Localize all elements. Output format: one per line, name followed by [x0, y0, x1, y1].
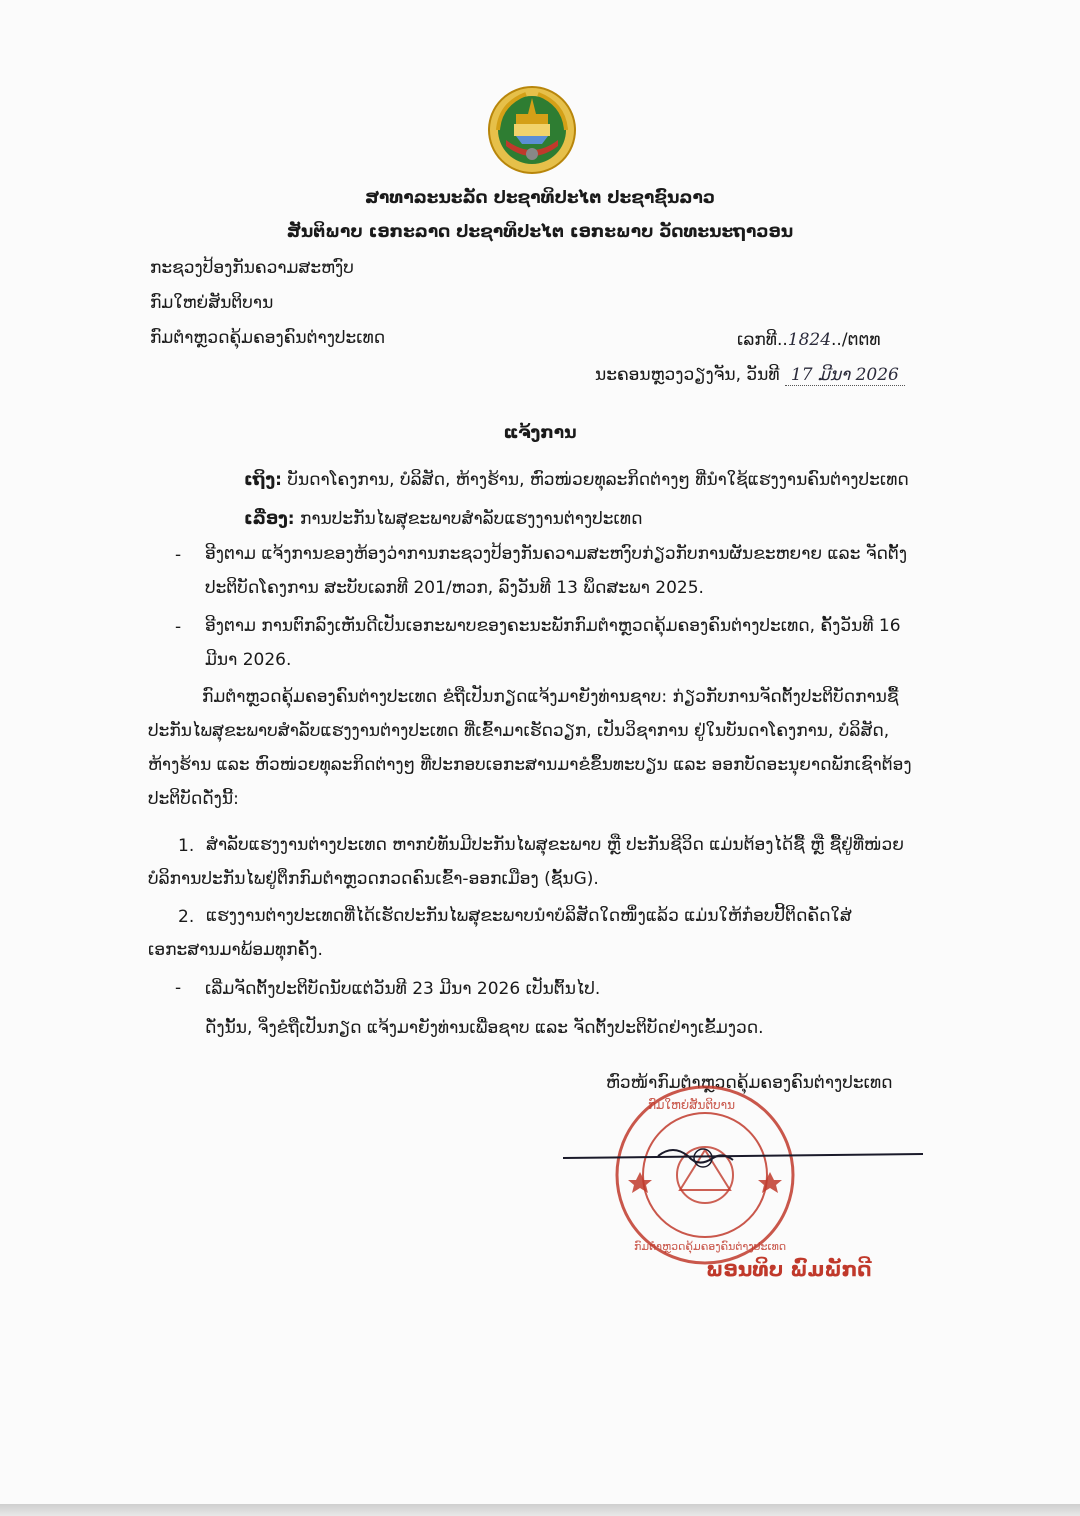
stamp-top-text: ກົມໃຫຍ່ສັນຕິບານ	[648, 1098, 736, 1112]
reference-suffix: ../ຕຕທ	[831, 330, 881, 350]
signatory-name: ພອນທິບ ພົມພັກດີ	[706, 1257, 872, 1281]
place-date-prefix: ນະຄອນຫຼວງວຽງຈັນ, ວັນທີ	[595, 365, 780, 385]
recipient-label: ເຖິງ:	[244, 470, 282, 490]
national-header-line2: ສັນຕິພາບ ເອກະລາດ ປະຊາທິປະໄຕ ເອກະພາບ ວັດທະນະຖາວອນ	[286, 222, 794, 242]
recipient-text: ບັນດາໂຄງການ, ບໍລິສັດ, ຫ້າງຮ້ານ, ຫົວໜ່ວຍທຸລະກິດຕ່າງໆ ທີ່ນຳໃຊ້ແຮງງານຄົນຕ່າງປະເທດ	[281, 470, 909, 490]
signatory-title: ຫົວໜ້າກົມຕຳຫຼວດຄຸ້ມຄອງຄົນຕ່າງປະເທດ	[606, 1073, 893, 1093]
office-name: ກົມຕຳຫຼວດຄຸ້ມຄອງຄົນຕ່າງປະເທດ	[150, 328, 386, 348]
subject-text: ການປະກັນໄພສຸຂະພາບສຳລັບແຮງງານຕ່າງປະເທດ	[294, 509, 643, 529]
subject-line	[244, 508, 642, 530]
item-2-text: ແຮງງານຕ່າງປະເທດທີ່ໄດ້ເຮັດປະກັນໄພສຸຂະພາບນຳບໍລິສັດໃດໜຶ່ງແລ້ວ ແມ່ນໃຫ້ກ໋ອບປີ້ຕິດຄັດໃສ່ເອກະສານມາພ້ອມທຸກຄັ້ງ.	[148, 906, 852, 960]
reference-number	[737, 329, 881, 351]
subject-label: ເລື່ອງ:	[244, 509, 295, 529]
recipient-line	[244, 469, 909, 491]
item-1-text: ສຳລັບແຮງງານຕ່າງປະເທດ ຫາກບໍ່ທັນມີປະກັນໄພສຸຂະພາບ ຫຼື ປະກັນຊີວິດ ແມ່ນຕ້ອງໄດ້ຊື້ ຫຼື ຊື້ຢູ່ທີ່ໜ່ວຍບໍລິການປະກັນໄພຢູ່ຕຶກກົມຕຳຫຼວດກວດຄົນເຂົ້າ-ອອກເມືອງ (ຊັ້ນG).	[148, 835, 904, 889]
reference-label: ເລກທີ..	[737, 330, 788, 350]
department-name: ກົມໃຫຍ່ສັນຕິບານ	[150, 293, 274, 313]
reference-handwritten-number: 1824	[787, 330, 832, 350]
stamp-bottom-text: ກົມຕຳຫຼວດຄຸ້ມຄອງຄົນຕ່າງປະເທດ	[634, 1240, 787, 1253]
page-shadow	[0, 1504, 1080, 1516]
closing-line: ດັ່ງນັ້ນ, ຈິ່ງຂໍຖືເປັນກຽດ ແຈ້ງມາຍັງທ່ານເພື່ອຊາບ ແລະ ຈັດຕັ້ງປະຕິບັດຢ່າງເຂັ້ມງວດ.	[205, 1018, 764, 1038]
ministry-name: ກະຊວງປ້ອງກັນຄວາມສະຫງົບ	[150, 258, 354, 278]
handwritten-date: 17 ມີນາ 2026	[785, 365, 905, 386]
document-title: ແຈ້ງການ	[503, 423, 577, 443]
item-number: 1.	[178, 836, 195, 856]
place-date	[595, 364, 905, 386]
handwritten-signature-icon	[563, 1146, 923, 1186]
national-header-line1: ສາທາລະນະລັດ ປະຊາທິປະໄຕ ປະຊາຊົນລາວ	[365, 188, 715, 208]
national-emblem-icon	[486, 84, 578, 176]
reference-item-2: ອີງຕາມ ການຕົກລົງເຫັນດີເປັນເອກະພາບຂອງຄະນະພັກກົມຕຳຫຼວດຄຸ້ມຄອງຄົນຕ່າງປະເທດ, ຄັ້ງວັນທີ 16 ມີນາ 2026.	[205, 616, 901, 670]
bullet-dash: -	[175, 617, 182, 637]
bullet-dash: -	[175, 545, 182, 565]
effective-date-line: ເລີ່ມຈັດຕັ້ງປະຕິບັດນັບແຕ່ວັນທີ 23 ມີນາ 2026 ເປັນຕົ້ນໄປ.	[205, 979, 601, 999]
item-number: 2.	[178, 907, 195, 927]
reference-item-1: ອີງຕາມ ແຈ້ງການຂອງຫ້ອງວ່າການກະຊວງປ້ອງກັນຄວາມສະຫງົບກ່ຽວກັບການຜັນຂະຫຍາຍ ແລະ ຈັດຕັ້ງປະຕິບັດໂຄງການ ສະບັບເລກທີ 201/ຫວກ, ລົງວັນທີ 13 ພຶດສະພາ 2025.	[205, 544, 908, 598]
bullet-dash: -	[175, 978, 182, 998]
intro-paragraph: ກົມຕຳຫຼວດຄຸ້ມຄອງຄົນຕ່າງປະເທດ ຂໍຖືເປັນກຽດແຈ້ງມາຍັງທ່ານຊາບ: ກ່ຽວກັບການຈັດຕັ້ງປະຕິບັດການຊື້ປະກັນໄພສຸຂະພາບສຳລັບແຮງງານຕ່າງປະເທດ ທີ່ເຂົ້າມາເຮັດວຽກ, ເປັນວິຊາການ ຢູ່ໃນບັນດາໂຄງການ, ບໍລິສັດ, ຫ້າງຮ້ານ ແລະ ຫົວໜ່ວຍທຸລະກິດຕ່າງໆ ທີ່ປະກອບເອກະສານມາຂໍຂຶ້ນທະບຽນ ແລະ ອອກບັດອະນຸຍາດພັກເຊົາຕ້ອງປະຕິບັດດັ່ງນີ້:	[148, 687, 912, 809]
